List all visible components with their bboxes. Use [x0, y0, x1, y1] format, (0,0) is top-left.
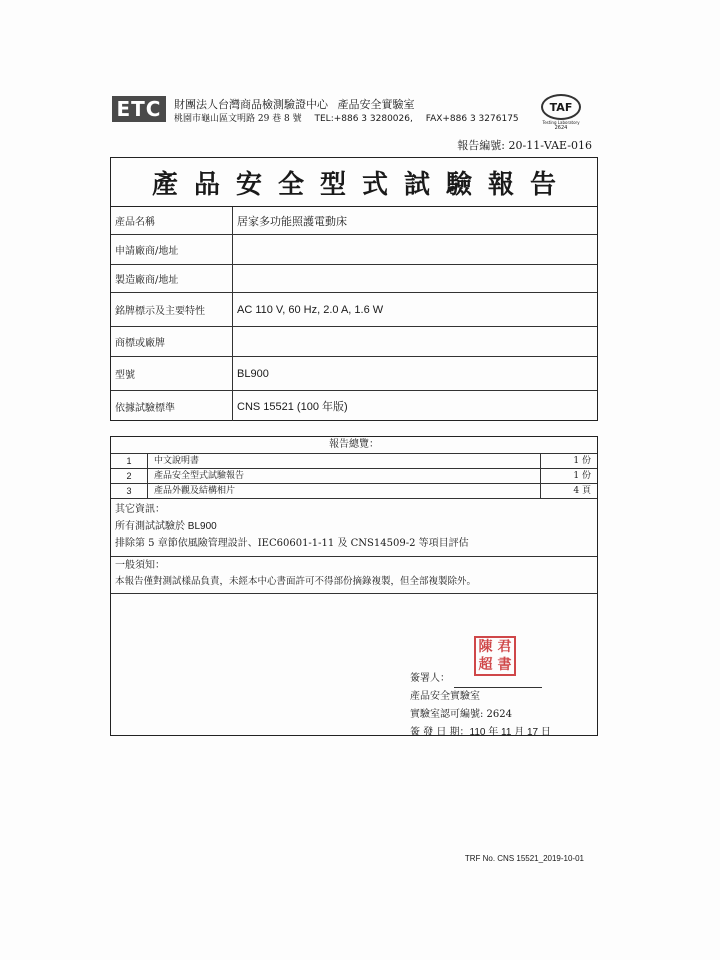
info-row [111, 207, 597, 235]
info-value: CNS 15521 (100 年版) [237, 401, 348, 413]
other-info-line-1: 所有測試試驗於 BL900 [115, 521, 217, 532]
report-title: 產品安全型式試驗報告 [111, 158, 597, 207]
organization-name [174, 96, 415, 112]
seal-char: 書 [497, 657, 512, 673]
info-label: 型號 [111, 357, 233, 390]
report-number: 報告編號: 20-11-VAE-016 [457, 139, 592, 152]
summary-item-number: 1 [111, 454, 148, 468]
signature-block [410, 670, 551, 742]
info-value [233, 327, 597, 356]
info-value: BL900 [237, 367, 269, 380]
summary-row [111, 469, 597, 484]
summary-title: 報告總覽： [111, 437, 597, 454]
taf-number: 2624 [554, 125, 568, 131]
form-number: TRF No. CNS 15521_2019-10-01 [464, 854, 584, 863]
accreditation-number: 實驗室認可編號: 2624 [410, 709, 512, 720]
summary-item-number: 2 [111, 469, 148, 483]
summary-item-count: 4 頁 [573, 486, 591, 496]
etc-logo: ETC [112, 96, 166, 122]
info-label: 依據試驗標準 [111, 391, 233, 421]
taf-mark: TAF [541, 94, 581, 120]
other-info [111, 499, 597, 557]
info-row [111, 357, 597, 391]
summary-item-count: 1 份 [573, 471, 591, 481]
summary-item-name: 中文說明書 [148, 454, 541, 468]
report-info-table [110, 157, 598, 421]
other-info-label: 其它資訊： [115, 504, 165, 515]
seal-char: 君 [497, 639, 512, 655]
summary-item-count: 1 份 [573, 456, 591, 466]
issue-date: 110 年 11 月 17 日 [469, 727, 551, 738]
signature-line [454, 675, 542, 688]
info-row [111, 265, 597, 293]
summary-row [111, 454, 597, 469]
taf-subtitle: Testing Laboratory [542, 120, 580, 125]
other-info-line-2: 排除第 5 章節依風險管理設計、IEC60601-1-11 及 CNS14509-2 等項目評估 [115, 538, 469, 549]
info-label: 產品名稱 [111, 207, 233, 234]
info-value: AC 110 V, 60 Hz, 2.0 A, 1.6 W [237, 303, 384, 316]
info-row [111, 293, 597, 327]
info-label: 商標或廠牌 [111, 327, 233, 356]
tel: TEL:+886 3 3280026, [314, 114, 413, 124]
seal-char: 陳 [478, 639, 493, 655]
info-label: 申請廠商/地址 [111, 235, 233, 264]
summary-item-name: 產品安全型式試驗報告 [148, 469, 541, 483]
info-label: 銘牌標示及主要特性 [111, 293, 233, 326]
organization-contact [174, 111, 529, 124]
seal-char: 超 [478, 657, 493, 673]
info-value: 居家多功能照護電動床 [237, 214, 347, 228]
fax: FAX+886 3 3276175 [425, 114, 519, 124]
info-label: 製造廠商/地址 [111, 265, 233, 292]
org-name: 財團法人台灣商品檢測驗證中心 [174, 98, 328, 111]
info-row [111, 327, 597, 357]
info-value [233, 265, 597, 292]
info-row [111, 235, 597, 265]
general-notice-text: 本報告僅對測試樣品負責，未經本中心書面許可不得部份摘錄複製，但全部複製除外。 [111, 573, 597, 594]
signer-label: 簽署人： [410, 673, 450, 684]
summary-item-number: 3 [111, 484, 148, 498]
taf-logo [538, 94, 584, 134]
address: 桃園市龜山區文明路 29 巷 8 號 [174, 114, 302, 124]
issue-date-label: 簽 發 日 期： [410, 727, 470, 738]
summary-row [111, 484, 597, 499]
info-value [233, 235, 597, 264]
summary-item-name: 產品外觀及結構相片 [148, 484, 541, 498]
general-notice-label: 一般須知： [115, 560, 165, 571]
signer-lab: 產品安全實驗室 [410, 691, 480, 702]
lab-name: 產品安全實驗室 [337, 98, 415, 111]
info-row [111, 391, 597, 421]
